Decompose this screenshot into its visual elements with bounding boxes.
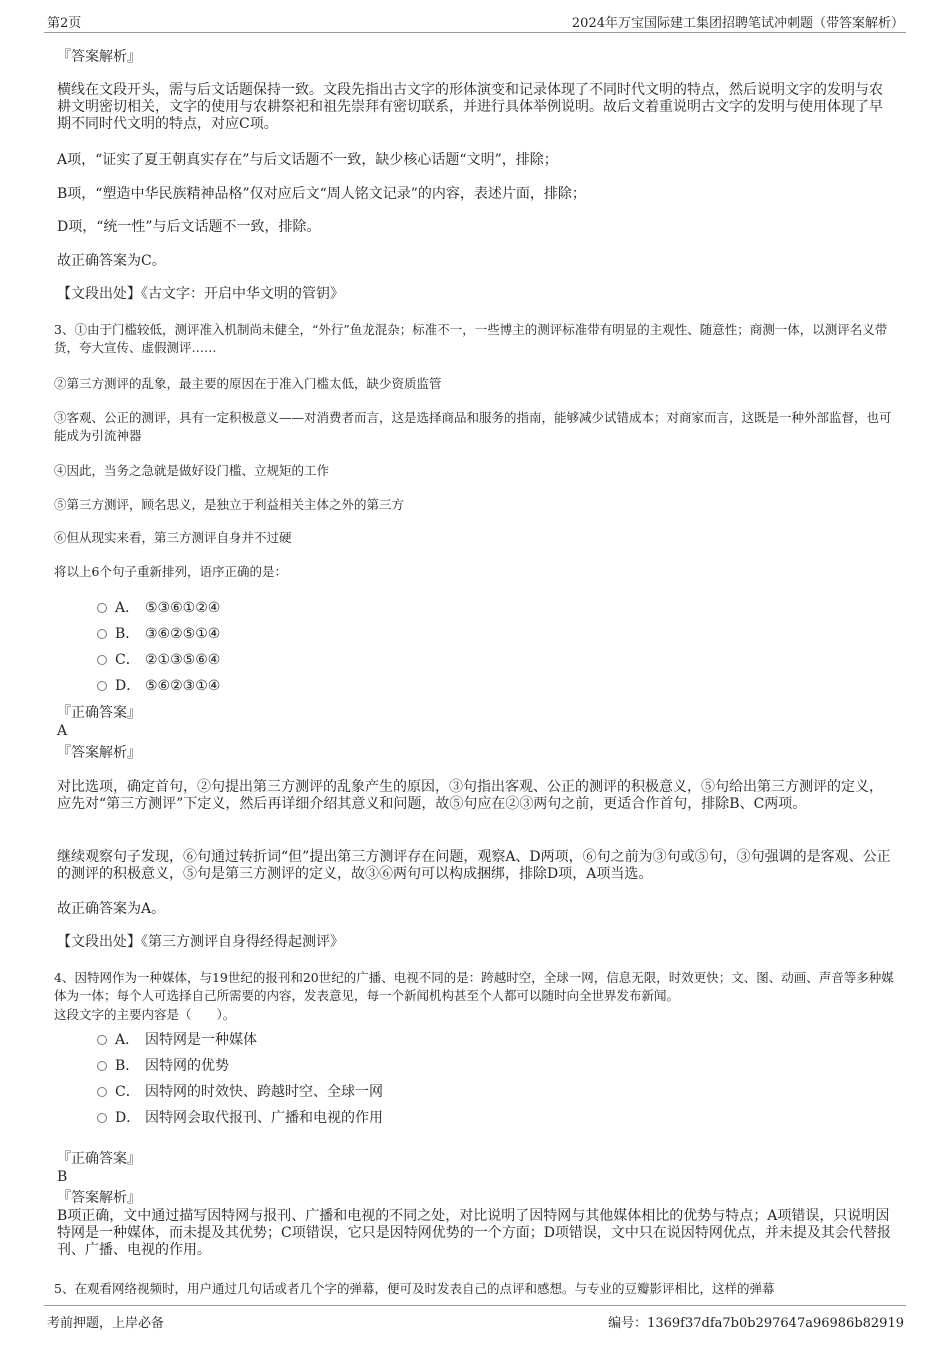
radio-icon[interactable] [97,1061,107,1071]
q4-correct-answer: B [57,1169,68,1185]
q3-analysis-label: 『答案解析』 [57,745,141,761]
radio-icon[interactable] [97,1113,107,1123]
header-divider [44,32,906,33]
radio-icon[interactable] [97,1087,107,1097]
q3-correct-label: 『正确答案』 [57,705,141,721]
radio-icon[interactable] [97,629,107,639]
document-code: 编号：1369f37dfa7b0b297647a96986b82919 [608,1316,904,1331]
q5-stem: 5、在观看网络视频时，用户通过几句话或者几个字的弹幕，便可及时发表自己的点评和感想。与专业的豆瓣影评相比，这样的弹幕 [54,1281,775,1296]
q4-analysis-label: 『答案解析』 [57,1190,141,1206]
q3-conclusion: 故正确答案为A。 [57,901,166,917]
q3-option-a[interactable]: A． ⑤③⑥①②④ [97,599,220,617]
q2-analysis-label: 『答案解析』 [57,49,141,65]
q4-correct-label: 『正确答案』 [57,1151,141,1167]
q2-source: 【文段出处】《古文字：开启中华文明的管钥》 [57,286,344,302]
q3-sentence-3: ③客观、公正的测评，具有一定积极意义——对消费者而言，这是选择商品和服务的指南，能够减少试错成本；对商家而言，这既是一种外部监督，也可能成为引流神器 [54,410,892,443]
footer-slogan: 考前押题，上岸必备 [47,1316,165,1331]
radio-icon[interactable] [97,1035,107,1045]
q3-sentence-4: ④因此，当务之急就是做好设门槛、立规矩的工作 [54,463,330,478]
radio-icon[interactable] [97,681,107,691]
q4-option-c[interactable]: C． 因特网的时效快、跨越时空、全球一网 [97,1083,383,1101]
q3-source: 【文段出处】《第三方测评自身得经得起测评》 [57,934,344,950]
footer-divider [44,1305,906,1306]
q4-option-a[interactable]: A． 因特网是一种媒体 [97,1031,257,1049]
q2-analysis-option-b: B项，“塑造中华民族精神品格”仅对应后文“周人铭文记录”的内容，表述片面，排除； [57,186,586,202]
q3-correct-answer: A [57,723,68,739]
q3-prompt: 将以上6个句子重新排列，语序正确的是： [54,564,287,579]
q3-sentence-1: 3、①由于门槛较低，测评准入机制尚未健全，“外行”鱼龙混杂；标准不一，一些博主的测评标准带有明显的主观性、随意性；商测一体，以测评名义带货，夸大宣传、虚假测评…… [54,322,888,355]
document-title: 2024年万宝国际建工集团招聘笔试冲刺题（带答案解析） [571,16,904,31]
q3-analysis-paragraph-1: 对比选项，确定首句，②句提出第三方测评的乱象产生的原因，③句指出客观、公正的测评的积极意义，⑤句给出第三方测评的定义，应先对“第三方测评”下定义，然后再详细介绍其意义和问题，故⑤句应在②③两句之前，更适合作首句，排除B、C两项。 [57,779,883,812]
q3-sentence-6: ⑥但从现实来看，第三方测评自身并不过硬 [54,530,292,545]
page-number: 第2页 [47,16,82,31]
q2-analysis-option-d: D项，“统一性”与后文话题不一致，排除。 [57,219,321,235]
radio-icon[interactable] [97,603,107,613]
q4-stem: 4、因特网作为一种媒体，与19世纪的报刊和20世纪的广播、电视不同的是：跨越时空，全球一网，信息无限，时效更快；文、图、动画、声音等多种媒体为一体；每个人可选择自己所需要的内容，发表意见，每一个新闻机构甚至个人都可以随时向全世界发布新闻。 [54,970,894,1003]
q3-option-d[interactable]: D． ⑤⑥②③①④ [97,677,220,695]
q2-conclusion: 故正确答案为C。 [57,253,166,269]
q4-option-b[interactable]: B． 因特网的优势 [97,1057,229,1075]
q3-option-c[interactable]: C． ②①③⑤⑥④ [97,651,220,669]
q4-option-d[interactable]: D． 因特网会取代报刊、广播和电视的作用 [97,1109,383,1127]
radio-icon[interactable] [97,655,107,665]
q3-sentence-5: ⑤第三方测评，顾名思义，是独立于利益相关主体之外的第三方 [54,497,405,512]
q4-analysis: B项正确，文中通过描写因特网与报刊、广播和电视的不同之处，对比说明了因特网与其他媒体相比的优势与特点；A项错误，只说明因特网是一种媒体，而未提及其优势；C项错误，它只是因特网优势的一个方面；D项错误，文中只在说因特网优点，并未提及其会代替报刊、广播、电视的作用。 [57,1208,891,1258]
q3-analysis-paragraph-2: 继续观察句子发现，⑥句通过转折词“但”提出第三方测评存在问题，观察A、D两项，⑥句之前为③句或⑤句，③句强调的是客观、公正的测评的积极意义，⑤句是第三方测评的定义，故③⑥两句可以构成捆绑，排除D项，A项当选。 [57,849,891,882]
q4-question: 这段文字的主要内容是（ ）。 [54,1007,236,1022]
q2-analysis-option-a: A项，“证实了夏王朝真实存在”与后文话题不一致，缺少核心话题“文明”，排除； [57,152,558,168]
q3-option-b[interactable]: B． ③⑥②⑤①④ [97,625,220,643]
q3-sentence-2: ②第三方测评的乱象，最主要的原因在于准入门槛太低，缺少资质监管 [54,376,442,391]
q2-analysis-paragraph: 横线在文段开头，需与后文话题保持一致。文段先指出古文字的形体演变和记录体现了不同时代文明的特点，然后说明文字的发明与农耕文明密切相关，文字的使用与农耕祭祀和祖先崇拜有密切联系，并进行具体举例说明。故后文着重说明古文字的发明与使用体现了早期不同时代文明的特点，对应C项。 [57,82,883,132]
